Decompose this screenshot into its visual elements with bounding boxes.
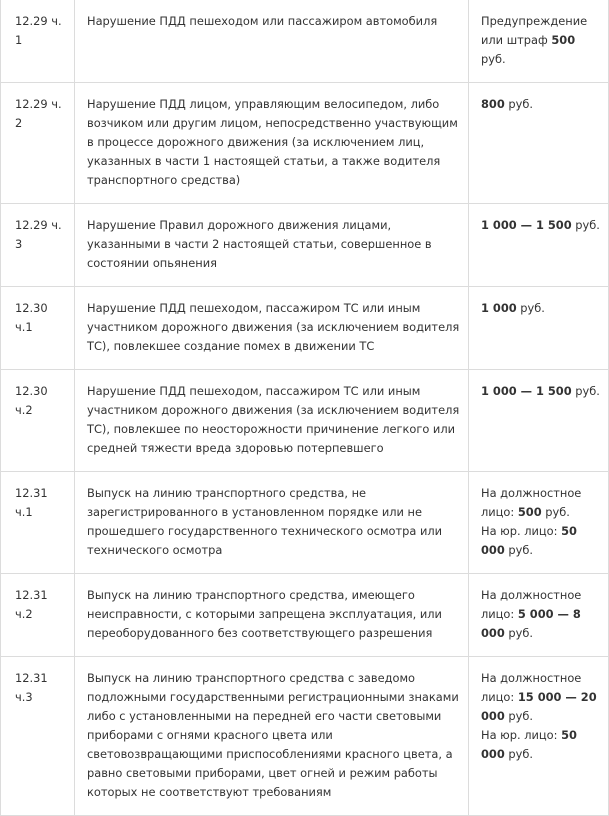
table-row (1, 574, 609, 657)
penalty-line (481, 586, 602, 643)
penalty-currency: руб. (504, 97, 534, 111)
penalty-amount: 50 000 (481, 728, 577, 761)
penalty-cell (469, 370, 609, 472)
penalty-amount: 1 000 (481, 301, 517, 315)
penalty-amount: 800 (481, 97, 505, 111)
penalty-line (481, 12, 602, 69)
violation-description: Нарушение ПДД лицом, управляющим велосипедом, либо возчиком или другим лицом, непосредственно участвующим в процессе дорожного движения (за исключением лиц, указанных в части 1 настоящей статьи, а также водителя транспортного средства) (75, 83, 469, 204)
penalty-amount: 50 000 (481, 524, 577, 557)
penalty-line (481, 95, 602, 114)
penalty-line (481, 522, 602, 560)
penalty-currency: руб. (571, 384, 600, 398)
violation-description: Выпуск на линию транспортного средства, имеющего неисправности, с которыми запрещена эксплуатация, или переоборудованного без соответствующего разрешения (75, 574, 469, 657)
table-row (1, 204, 609, 287)
penalty-currency: руб. (541, 505, 570, 519)
violation-description: Нарушение ПДД пешеходом или пассажиром автомобиля (75, 0, 469, 83)
violation-description: Нарушение ПДД пешеходом, пассажиром ТС или иным участником дорожного движения (за исключением водителя ТС), повлекшее создание помех в движении ТС (75, 287, 469, 370)
penalty-label: На должностное лицо: (481, 588, 582, 621)
penalty-currency: руб. (481, 52, 506, 66)
penalty-label: На юр. лицо: (481, 728, 562, 742)
penalty-label: Предупреждение или штраф (481, 14, 588, 47)
penalty-line (481, 216, 602, 235)
penalty-amount: 500 (517, 505, 542, 519)
article-number: 12.31 ч.2 (1, 574, 75, 657)
penalty-amount: 1 000 — 1 500 (481, 218, 572, 232)
article-number: 12.29 ч. 2 (1, 83, 75, 204)
penalty-label: На должностное лицо: (481, 671, 582, 704)
penalty-label: На юр. лицо: (481, 524, 562, 538)
penalty-label: На должностное лицо: (481, 486, 582, 519)
penalty-cell (469, 0, 609, 83)
penalty-line (481, 669, 602, 726)
violation-description: Выпуск на линию транспортного средства, не зарегистрированного в установленном порядке или не прошедшего государственного технического осмотра или технического осмотра (75, 472, 469, 574)
table-row (1, 370, 609, 472)
penalty-line (481, 726, 602, 764)
fines-table-body (1, 0, 609, 816)
violation-description: Нарушение ПДД пешеходом, пассажиром ТС или иным участником дорожного движения (за исключением водителя ТС), повлекшее по неосторожности причинение легкого или средней тяжести вреда здоровью потерпевшего (75, 370, 469, 472)
table-row (1, 287, 609, 370)
table-row (1, 0, 609, 83)
penalty-currency: руб. (571, 218, 600, 232)
penalty-line (481, 484, 602, 522)
penalty-cell (469, 287, 609, 370)
penalty-line (481, 299, 602, 318)
penalty-currency: руб. (504, 709, 534, 723)
violation-description: Нарушение Правил дорожного движения лицами, указанными в части 2 настоящей статьи, совершенное в состоянии опьянения (75, 204, 469, 287)
penalty-amount: 1 000 — 1 500 (481, 384, 572, 398)
penalty-line (481, 382, 602, 401)
article-number: 12.31 ч.1 (1, 472, 75, 574)
violation-description: Выпуск на линию транспортного средства с заведомо подложными государственными регистрационными знаками либо с установленными на передней его части световыми приборами с огнями красного цвета или световозвращающими приспособлениями красного цвета, а равно световыми приборами, цвет огней и режим работы которых не соответствуют требованиям (75, 657, 469, 816)
penalty-amount: 500 (551, 33, 576, 47)
penalty-cell (469, 204, 609, 287)
penalty-cell (469, 472, 609, 574)
penalty-amount: 5 000 — 8 000 (481, 607, 581, 640)
penalty-currency: руб. (504, 543, 534, 557)
penalty-currency: руб. (516, 301, 545, 315)
penalty-currency: руб. (504, 626, 534, 640)
article-number: 12.29 ч. 1 (1, 0, 75, 83)
penalty-cell (469, 574, 609, 657)
penalty-amount: 15 000 — 20 000 (481, 690, 597, 723)
article-number: 12.30 ч.2 (1, 370, 75, 472)
table-row (1, 83, 609, 204)
article-number: 12.29 ч. 3 (1, 204, 75, 287)
article-number: 12.30 ч.1 (1, 287, 75, 370)
article-number: 12.31 ч.3 (1, 657, 75, 816)
penalty-cell (469, 83, 609, 204)
table-row (1, 472, 609, 574)
penalty-currency: руб. (504, 747, 534, 761)
